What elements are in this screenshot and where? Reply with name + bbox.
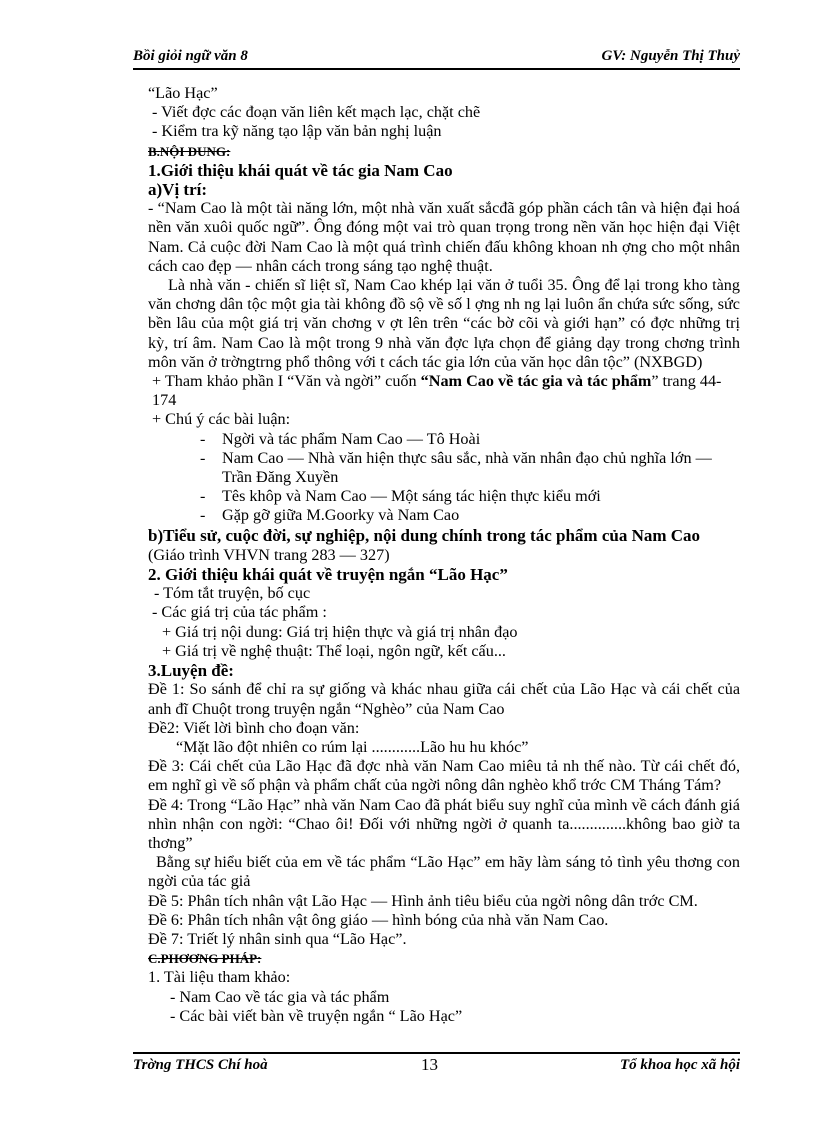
text-line: - Viết đợc các đoạn văn liên kết mạch lạc, chặt chẽ xyxy=(152,103,481,122)
heading-text: b)Tiểu sử, cuộc đời, sự nghiệp, nội dung chính trong tác phẩm của Nam Cao xyxy=(148,525,701,545)
text-span: + Tham khảo phần I “Văn và ngời” cuốn xyxy=(152,372,421,391)
section-heading-b: B.NỘI DUNG: xyxy=(148,143,231,159)
list-item-text: Ngời và tác phẩm Nam Cao — Tô Hoài xyxy=(222,429,481,448)
list-item-text: Gặp gỡ giữa M.Goorky và Nam Cao xyxy=(222,506,460,525)
footer-left: Trờng THCS Chí hoà xyxy=(133,1057,268,1073)
list-item: - Nam Cao — Nhà văn hiện thực sâu sắc, nhà văn nhân đạo chủ nghĩa lớn — Trần Đăng Xuyền xyxy=(148,449,740,487)
heading-2: 2. Giới thiệu khái quát về truyện ngắn “Lão Hạc” xyxy=(148,565,508,585)
list-item-text: Tês khôp và Nam Cao — Một sáng tác hiện thực kiểu mới xyxy=(222,487,601,506)
page-number: 13 xyxy=(421,1055,438,1074)
quote: “Mặt lão đột nhiên co rúm lại ............Lão hu hu khóc” xyxy=(176,737,529,756)
paragraph: Là nhà văn - chiến sĩ liệt sĩ, Nam Cao khép lại văn ở tuổi 35. Ông để lại trong kho tàng văn chơng dân tộc một gia tài không đồ sộ về số l ợng nh ng lại luôn ẩn chứa sức sống, sức bền lâu của một giá trị văn chơng v ợt lên trên “các bờ cõi và giới hạn” có đợc những trị kỳ, trí âm. Nam Cao là một trong 9 nhà văn đợc lựa chọn để giảng dạy trong chơng trình môn văn ở trờngtrng phổ thông với t cách tác gia lớn của văn học dân tộc” (NXBGD) xyxy=(148,276,740,371)
section-heading-c: C.PHƠƠNG PHÁP: xyxy=(148,951,262,967)
paragraph: Đề 3: Cái chết của Lão Hạc đã đợc nhà văn Nam Cao miêu tả nh thế nào. Từ cái chết đó, em nghĩ gì về số phận và phẩm chất của ngời nông dân nghèo khổ trớc CM Tháng Tám? xyxy=(148,757,740,795)
list-item-text: Nam Cao — Nhà văn hiện thực sâu sắc, nhà văn nhân đạo chủ nghĩa lớn — Trần Đăng Xuyền xyxy=(222,448,712,487)
text-line: - Các bài viết bàn về truyện ngắn “ Lão Hạc” xyxy=(170,1006,463,1025)
book-title: “Nam Cao về tác gia và tác phẩm xyxy=(420,372,652,391)
paragraph: Đề 1: So sánh để chỉ ra sự giống và khác nhau giữa cái chết của Lão Hạc và cái chết của anh đĩ Chuột trong truyện ngắn “Nghèo” của Nam Cao xyxy=(148,680,740,718)
text-line: Đề 7: Triết lý nhân sinh qua “Lão Hạc”. xyxy=(148,929,407,948)
page-footer xyxy=(133,1052,740,1076)
text-line: - Nam Cao về tác gia và tác phẩm xyxy=(170,987,390,1006)
text-line: + Giá trị nội dung: Giá trị hiện thực và giá trị nhân đạo xyxy=(162,622,518,641)
text-line: Đề2: Viết lời bình cho đoạn văn: xyxy=(148,718,360,737)
text-line: Đề 6: Phân tích nhân vật ông giáo — hình bóng của nhà văn Nam Cao. xyxy=(148,910,609,929)
header-left: Bồi giỏi ngữ văn 8 xyxy=(133,48,248,64)
text-span: ” trang 44-174 xyxy=(152,372,722,410)
paragraph: Đề 5: Phân tích nhân vật Lão Hạc — Hình ảnh tiêu biểu của ngời nông dân trớc CM. xyxy=(148,891,698,910)
text-line: 1. Tài liệu tham khảo: xyxy=(148,968,291,987)
footer-right: Tổ khoa học xã hội xyxy=(619,1057,740,1073)
paragraph: Bằng sự hiểu biết của em về tác phẩm “Lão Hạc” em hãy làm sáng tỏ tình yêu thơng con ngời của tác giả xyxy=(148,853,740,891)
text-line: - Tóm tắt truyện, bố cục xyxy=(154,584,311,603)
header-right: GV: Nguyễn Thị Thuỷ xyxy=(601,48,740,64)
text-line: “Lão Hạc” xyxy=(148,84,218,102)
heading-3: 3.Luyện đề: xyxy=(148,661,234,681)
text-line: + Giá trị về nghệ thuật: Thể loại, ngôn ngữ, kết cấu... xyxy=(162,641,506,660)
text-span: (Giáo trình VHVN trang 283 — 327) xyxy=(148,545,390,564)
paragraph: - “Nam Cao là một tài năng lớn, một nhà văn xuất sắcđã góp phần cách tân và hiện đại hoá nền văn xuôi quốc ngữ”. Ông đóng một vai trò quan trọng trong nền văn học hiện đại Việt Nam. Cả cuộc đời Nam Cao là một quá trình chiến đấu không khoan nh ợng cho một nhân cách cao đẹp — nhân cách trong sáng tạo nghệ thuật. xyxy=(148,199,740,275)
list-item: - Tês khôp và Nam Cao — Một sáng tác hiện thực kiểu mới xyxy=(148,487,740,506)
heading-b xyxy=(148,526,740,565)
list-item: - Gặp gỡ giữa M.Goorky và Nam Cao xyxy=(148,506,740,525)
heading-1: 1.Giới thiệu khái quát về tác gia Nam Cao xyxy=(148,160,453,180)
text-line: - Kiểm tra kỹ năng tạo lập văn bản nghị luận xyxy=(152,122,442,141)
list-item: - Ngời và tác phẩm Nam Cao — Tô Hoài xyxy=(148,430,740,449)
paragraph: Đề 4: Trong “Lão Hạc” nhà văn Nam Cao đã phát biểu suy nghĩ của mình về cách đánh giá nhìn nhận con ngời: “Chao ôi! Đối với những ngời ở quanh ta..............không bao giờ ta thơng” xyxy=(148,795,740,852)
document-body xyxy=(148,84,740,1026)
text-line: + Chú ý các bài luận: xyxy=(152,410,291,429)
heading-a: a)Vị trí: xyxy=(148,180,208,200)
text-line: - Các giá trị của tác phẩm : xyxy=(152,603,327,622)
page-header xyxy=(133,48,740,70)
paragraph xyxy=(148,372,740,410)
